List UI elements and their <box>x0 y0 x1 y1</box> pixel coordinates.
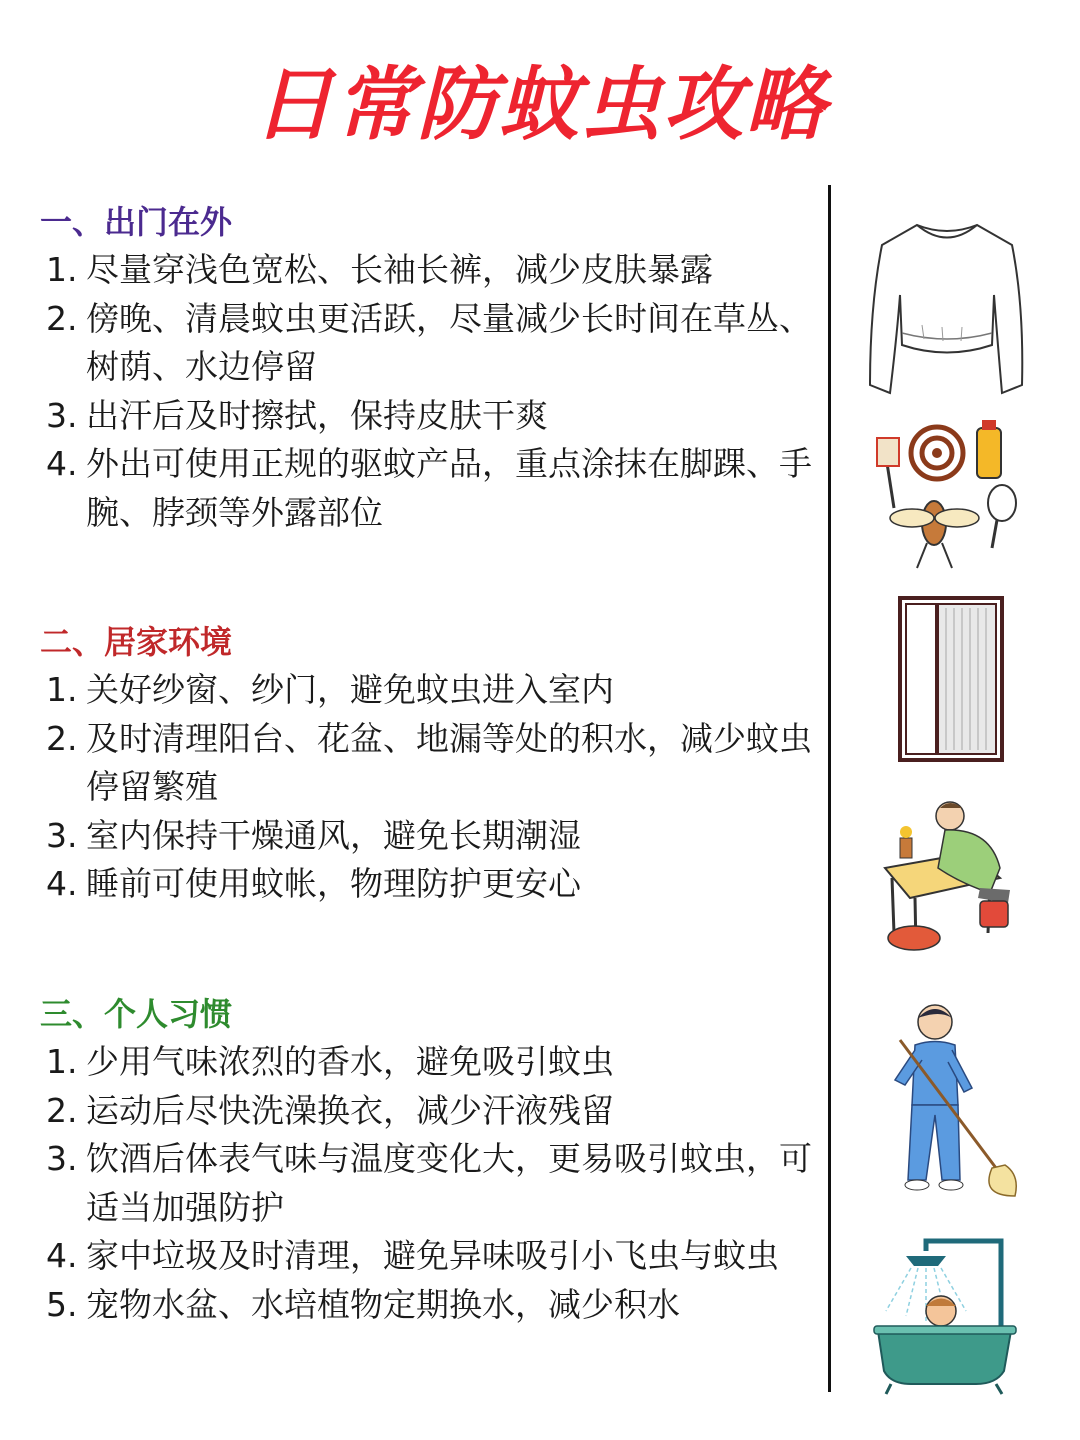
list-item: 3. 饮酒后体表气味与温度变化大，更易吸引蚊虫，可适当加强防护 <box>46 1139 812 1227</box>
item-list <box>40 246 820 537</box>
item-list <box>40 1038 820 1329</box>
mosquito-repellent-icon <box>872 398 1032 578</box>
list-item: 2. 傍晚、清晨蚊虫更活跃，尽量减少长时间在草丛、树荫、水边停留 <box>46 298 812 386</box>
list-item: 2. 及时清理阳台、花盆、地漏等处的积水，减少蚊虫停留繁殖 <box>46 718 812 806</box>
list-item: 3. 出汗后及时擦拭，保持皮肤干爽 <box>46 395 548 435</box>
section-heading: 三、个人习惯 <box>40 995 233 1033</box>
list-item: 4. 睡前可使用蚊帐，物理防护更安心 <box>46 864 581 903</box>
list-item: 1. 少用气味浓烈的香水，避免吸引蚊虫 <box>46 1042 614 1081</box>
list-item: 3. 室内保持干燥通风，避免长期潮湿 <box>46 815 581 855</box>
mopping-boy-icon <box>880 1000 1020 1200</box>
section-heading: 二、居家环境 <box>40 623 233 661</box>
section-home <box>40 618 820 909</box>
list-item: 2. 运动后尽快洗澡换衣，减少汗液残留 <box>46 1090 614 1130</box>
screen-door-icon <box>898 596 1004 762</box>
vertical-divider <box>828 185 831 1392</box>
cleaning-table-icon <box>880 798 1020 958</box>
bath-shower-icon <box>866 1236 1036 1396</box>
list-item: 4. 外出可使用正规的驱蚊产品，重点涂抹在脚踝、手腕、脖颈等外露部位 <box>46 444 812 532</box>
list-item: 5. 宠物水盆、水培植物定期换水，减少积水 <box>46 1284 680 1324</box>
item-list <box>40 666 820 909</box>
list-item: 4. 家中垃圾及时清理，避免异味吸引小飞虫与蚊虫 <box>46 1236 779 1275</box>
page-title: 日常防蚊虫攻略 <box>253 58 827 151</box>
section-heading: 一、出门在外 <box>40 203 233 241</box>
sweatshirt-icon <box>862 215 1032 405</box>
list-item: 1. 关好纱窗、纱门，避免蚊虫进入室内 <box>46 670 614 709</box>
list-item: 1. 尽量穿浅色宽松、长袖长裤，减少皮肤暴露 <box>46 250 713 289</box>
section-habits <box>40 990 820 1329</box>
section-outdoor <box>40 198 820 537</box>
